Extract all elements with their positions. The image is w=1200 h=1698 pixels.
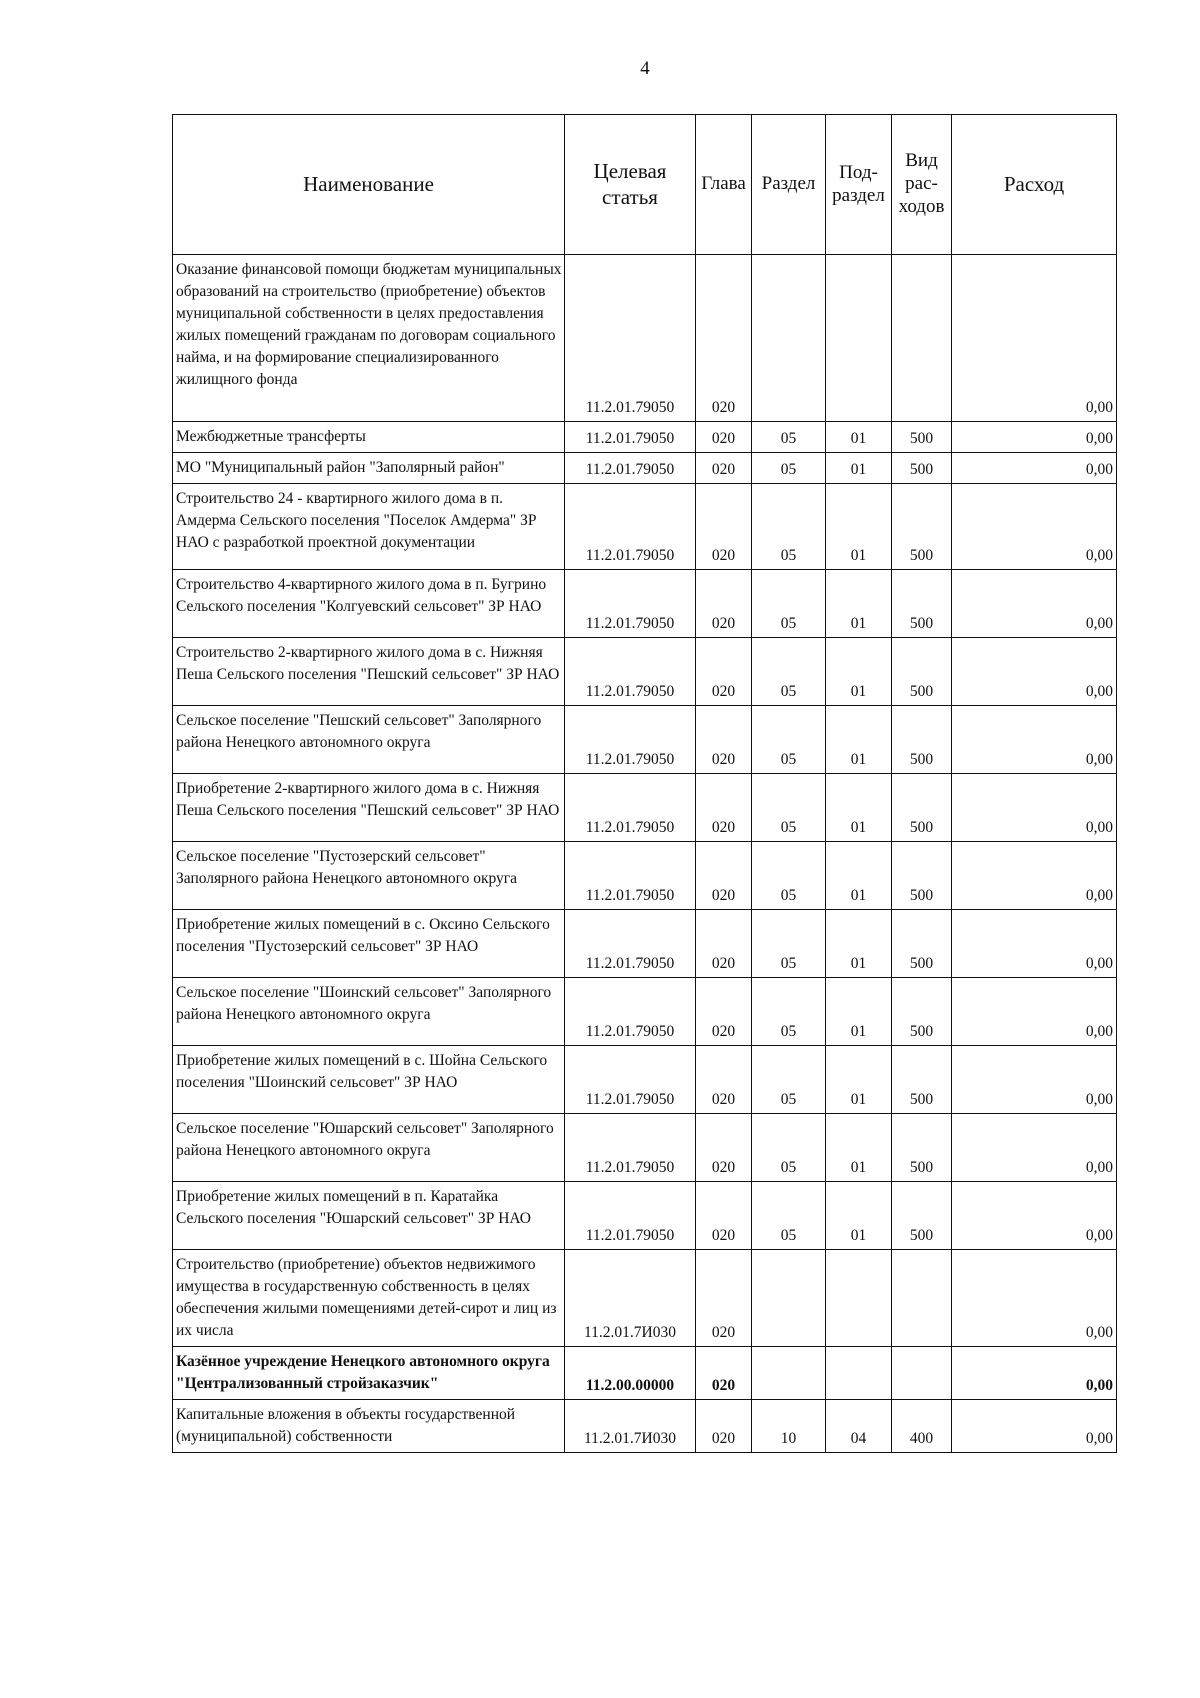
cell-name: Строительство 24 - квартирного жилого дома в п. Амдерма Сельского поселения "Поселок Амдерма" ЗР НАО с разработкой проектной документации xyxy=(173,484,565,570)
cell-subsection: 01 xyxy=(826,978,892,1046)
cell-expense-type: 500 xyxy=(892,978,952,1046)
cell-subsection: 01 xyxy=(826,1182,892,1250)
table-row xyxy=(173,706,1117,774)
cell-section: 05 xyxy=(752,978,826,1046)
cell-subsection: 01 xyxy=(826,910,892,978)
table-row xyxy=(173,842,1117,910)
cell-subsection xyxy=(826,255,892,422)
table-header-row xyxy=(173,115,1117,255)
cell-subsection: 01 xyxy=(826,706,892,774)
cell-name: Капитальные вложения в объекты государственной (муниципальной) собственности xyxy=(173,1400,565,1453)
cell-expense-type: 500 xyxy=(892,910,952,978)
cell-expense-type: 500 xyxy=(892,706,952,774)
cell-section: 05 xyxy=(752,638,826,706)
cell-expense-type: 500 xyxy=(892,774,952,842)
cell-name: МО "Муниципальный район "Заполярный район" xyxy=(173,453,565,484)
cell-section: 05 xyxy=(752,1182,826,1250)
table-row xyxy=(173,570,1117,638)
table-row xyxy=(173,910,1117,978)
cell-subsection xyxy=(826,1250,892,1347)
cell-amount: 0,00 xyxy=(952,842,1117,910)
cell-amount: 0,00 xyxy=(952,1046,1117,1114)
header-chapter: Глава xyxy=(696,115,752,255)
cell-section: 05 xyxy=(752,774,826,842)
cell-name: Приобретение жилых помещений в с. Оксино Сельского поселения "Пустозерский сельсовет" ЗР НАО xyxy=(173,910,565,978)
cell-chapter: 020 xyxy=(696,453,752,484)
table-row xyxy=(173,1182,1117,1250)
cell-section xyxy=(752,255,826,422)
cell-subsection: 01 xyxy=(826,570,892,638)
cell-target: 11.2.01.79050 xyxy=(565,978,696,1046)
cell-amount: 0,00 xyxy=(952,1400,1117,1453)
cell-amount: 0,00 xyxy=(952,978,1117,1046)
cell-amount: 0,00 xyxy=(952,1347,1117,1400)
cell-subsection: 01 xyxy=(826,453,892,484)
cell-chapter: 020 xyxy=(696,978,752,1046)
cell-name: Сельское поселение "Пустозерский сельсовет" Заполярного района Ненецкого автономного округа xyxy=(173,842,565,910)
cell-expense-type: 500 xyxy=(892,1114,952,1182)
cell-name: Строительство 4-квартирного жилого дома в п. Бугрино Сельского поселения "Колгуевский сельсовет" ЗР НАО xyxy=(173,570,565,638)
cell-expense-type: 500 xyxy=(892,842,952,910)
header-subsection xyxy=(826,115,892,255)
cell-section: 05 xyxy=(752,422,826,453)
header-subsection-line1: Под- xyxy=(839,161,878,183)
cell-target: 11.2.01.79050 xyxy=(565,638,696,706)
cell-chapter: 020 xyxy=(696,638,752,706)
cell-subsection: 01 xyxy=(826,774,892,842)
cell-name: Сельское поселение "Пешский сельсовет" Заполярного района Ненецкого автономного округа xyxy=(173,706,565,774)
cell-subsection: 01 xyxy=(826,842,892,910)
cell-expense-type: 500 xyxy=(892,453,952,484)
cell-expense-type: 500 xyxy=(892,638,952,706)
cell-expense-type: 500 xyxy=(892,422,952,453)
cell-target: 11.2.01.79050 xyxy=(565,422,696,453)
cell-section: 05 xyxy=(752,570,826,638)
cell-target: 11.2.01.79050 xyxy=(565,842,696,910)
cell-chapter: 020 xyxy=(696,1046,752,1114)
cell-expense-type: 500 xyxy=(892,1046,952,1114)
cell-subsection: 01 xyxy=(826,638,892,706)
cell-target: 11.2.00.00000 xyxy=(565,1347,696,1400)
header-name: Наименование xyxy=(173,115,565,255)
cell-name: Приобретение жилых помещений в п. Каратайка Сельского поселения "Юшарский сельсовет" ЗР НАО xyxy=(173,1182,565,1250)
cell-target: 11.2.01.79050 xyxy=(565,1182,696,1250)
cell-target: 11.2.01.79050 xyxy=(565,1046,696,1114)
table-row xyxy=(173,638,1117,706)
header-target-line1: Целевая xyxy=(593,159,667,184)
cell-amount: 0,00 xyxy=(952,638,1117,706)
cell-target: 11.2.01.79050 xyxy=(565,774,696,842)
header-expense-type-line1: Вид xyxy=(905,150,938,172)
page-number: 4 xyxy=(640,58,650,79)
table-row xyxy=(173,453,1117,484)
cell-expense-type: 400 xyxy=(892,1400,952,1453)
header-amount: Расход xyxy=(952,115,1117,255)
cell-chapter: 020 xyxy=(696,706,752,774)
cell-target: 11.2.01.79050 xyxy=(565,1114,696,1182)
cell-amount: 0,00 xyxy=(952,1250,1117,1347)
cell-chapter: 020 xyxy=(696,1250,752,1347)
cell-amount: 0,00 xyxy=(952,453,1117,484)
cell-expense-type xyxy=(892,1347,952,1400)
cell-chapter: 020 xyxy=(696,1347,752,1400)
cell-target: 11.2.01.79050 xyxy=(565,570,696,638)
cell-expense-type xyxy=(892,1250,952,1347)
cell-expense-type: 500 xyxy=(892,484,952,570)
cell-subsection xyxy=(826,1347,892,1400)
cell-section: 10 xyxy=(752,1400,826,1453)
cell-name: Межбюджетные трансферты xyxy=(173,422,565,453)
cell-subsection: 01 xyxy=(826,1114,892,1182)
cell-section xyxy=(752,1347,826,1400)
cell-section: 05 xyxy=(752,706,826,774)
cell-subsection: 04 xyxy=(826,1400,892,1453)
cell-chapter: 020 xyxy=(696,910,752,978)
header-expense-type-line3: ходов xyxy=(898,195,945,217)
table-row xyxy=(173,255,1117,422)
cell-chapter: 020 xyxy=(696,484,752,570)
cell-amount: 0,00 xyxy=(952,484,1117,570)
cell-section: 05 xyxy=(752,842,826,910)
cell-subsection: 01 xyxy=(826,484,892,570)
cell-name: Приобретение 2-квартирного жилого дома в с. Нижняя Пеша Сельского поселения "Пешский сельсовет" ЗР НАО xyxy=(173,774,565,842)
cell-section: 05 xyxy=(752,484,826,570)
table-row xyxy=(173,978,1117,1046)
cell-chapter: 020 xyxy=(696,842,752,910)
cell-amount: 0,00 xyxy=(952,255,1117,422)
table-row xyxy=(173,422,1117,453)
cell-section: 05 xyxy=(752,453,826,484)
cell-target: 11.2.01.79050 xyxy=(565,910,696,978)
cell-subsection: 01 xyxy=(826,1046,892,1114)
cell-chapter: 020 xyxy=(696,570,752,638)
table-row xyxy=(173,1046,1117,1114)
header-expense-type xyxy=(892,115,952,255)
cell-name: Казённое учреждение Ненецкого автономного округа "Централизованный стройзаказчик" xyxy=(173,1347,565,1400)
cell-expense-type xyxy=(892,255,952,422)
cell-target: 11.2.01.79050 xyxy=(565,706,696,774)
header-expense-type-line2: рас- xyxy=(905,173,938,195)
cell-section: 05 xyxy=(752,1046,826,1114)
header-subsection-line2: раздел xyxy=(832,184,885,206)
table-row xyxy=(173,774,1117,842)
cell-chapter: 020 xyxy=(696,422,752,453)
cell-amount: 0,00 xyxy=(952,422,1117,453)
cell-expense-type: 500 xyxy=(892,570,952,638)
cell-amount: 0,00 xyxy=(952,774,1117,842)
cell-name: Строительство (приобретение) объектов недвижимого имущества в государственную собственность в целях обеспечения жилыми помещениями детей-сирот и лиц из их числа xyxy=(173,1250,565,1347)
cell-name: Сельское поселение "Шоинский сельсовет" Заполярного района Ненецкого автономного округа xyxy=(173,978,565,1046)
cell-name: Сельское поселение "Юшарский сельсовет" Заполярного района Ненецкого автономного округа xyxy=(173,1114,565,1182)
cell-chapter: 020 xyxy=(696,774,752,842)
header-target-line2: статья xyxy=(602,184,658,209)
cell-target: 11.2.01.79050 xyxy=(565,453,696,484)
header-section: Раздел xyxy=(752,115,826,255)
table-row xyxy=(173,1347,1117,1400)
cell-chapter: 020 xyxy=(696,1400,752,1453)
cell-name: Строительство 2-квартирного жилого дома в с. Нижняя Пеша Сельского поселения "Пешский сельсовет" ЗР НАО xyxy=(173,638,565,706)
table-row xyxy=(173,484,1117,570)
cell-name: Оказание финансовой помощи бюджетам муниципальных образований на строительство (приобретение) объектов муниципальной собственности в целях предоставления жилых помещений гражданам по договорам социального найма, и на формирование специализированного жилищного фонда xyxy=(173,255,565,422)
header-target xyxy=(565,115,696,255)
cell-amount: 0,00 xyxy=(952,910,1117,978)
table-row xyxy=(173,1250,1117,1347)
cell-section: 05 xyxy=(752,910,826,978)
cell-amount: 0,00 xyxy=(952,1182,1117,1250)
cell-target: 11.2.01.79050 xyxy=(565,255,696,422)
cell-name: Приобретение жилых помещений в с. Шойна Сельского поселения "Шоинский сельсовет" ЗР НАО xyxy=(173,1046,565,1114)
cell-subsection: 01 xyxy=(826,422,892,453)
budget-table xyxy=(172,114,1117,1453)
cell-section xyxy=(752,1250,826,1347)
cell-chapter: 020 xyxy=(696,255,752,422)
cell-target: 11.2.01.7И030 xyxy=(565,1250,696,1347)
cell-amount: 0,00 xyxy=(952,1114,1117,1182)
cell-target: 11.2.01.7И030 xyxy=(565,1400,696,1453)
table-row xyxy=(173,1114,1117,1182)
cell-expense-type: 500 xyxy=(892,1182,952,1250)
cell-amount: 0,00 xyxy=(952,570,1117,638)
table-row xyxy=(173,1400,1117,1453)
cell-target: 11.2.01.79050 xyxy=(565,484,696,570)
cell-chapter: 020 xyxy=(696,1114,752,1182)
cell-amount: 0,00 xyxy=(952,706,1117,774)
cell-section: 05 xyxy=(752,1114,826,1182)
cell-chapter: 020 xyxy=(696,1182,752,1250)
